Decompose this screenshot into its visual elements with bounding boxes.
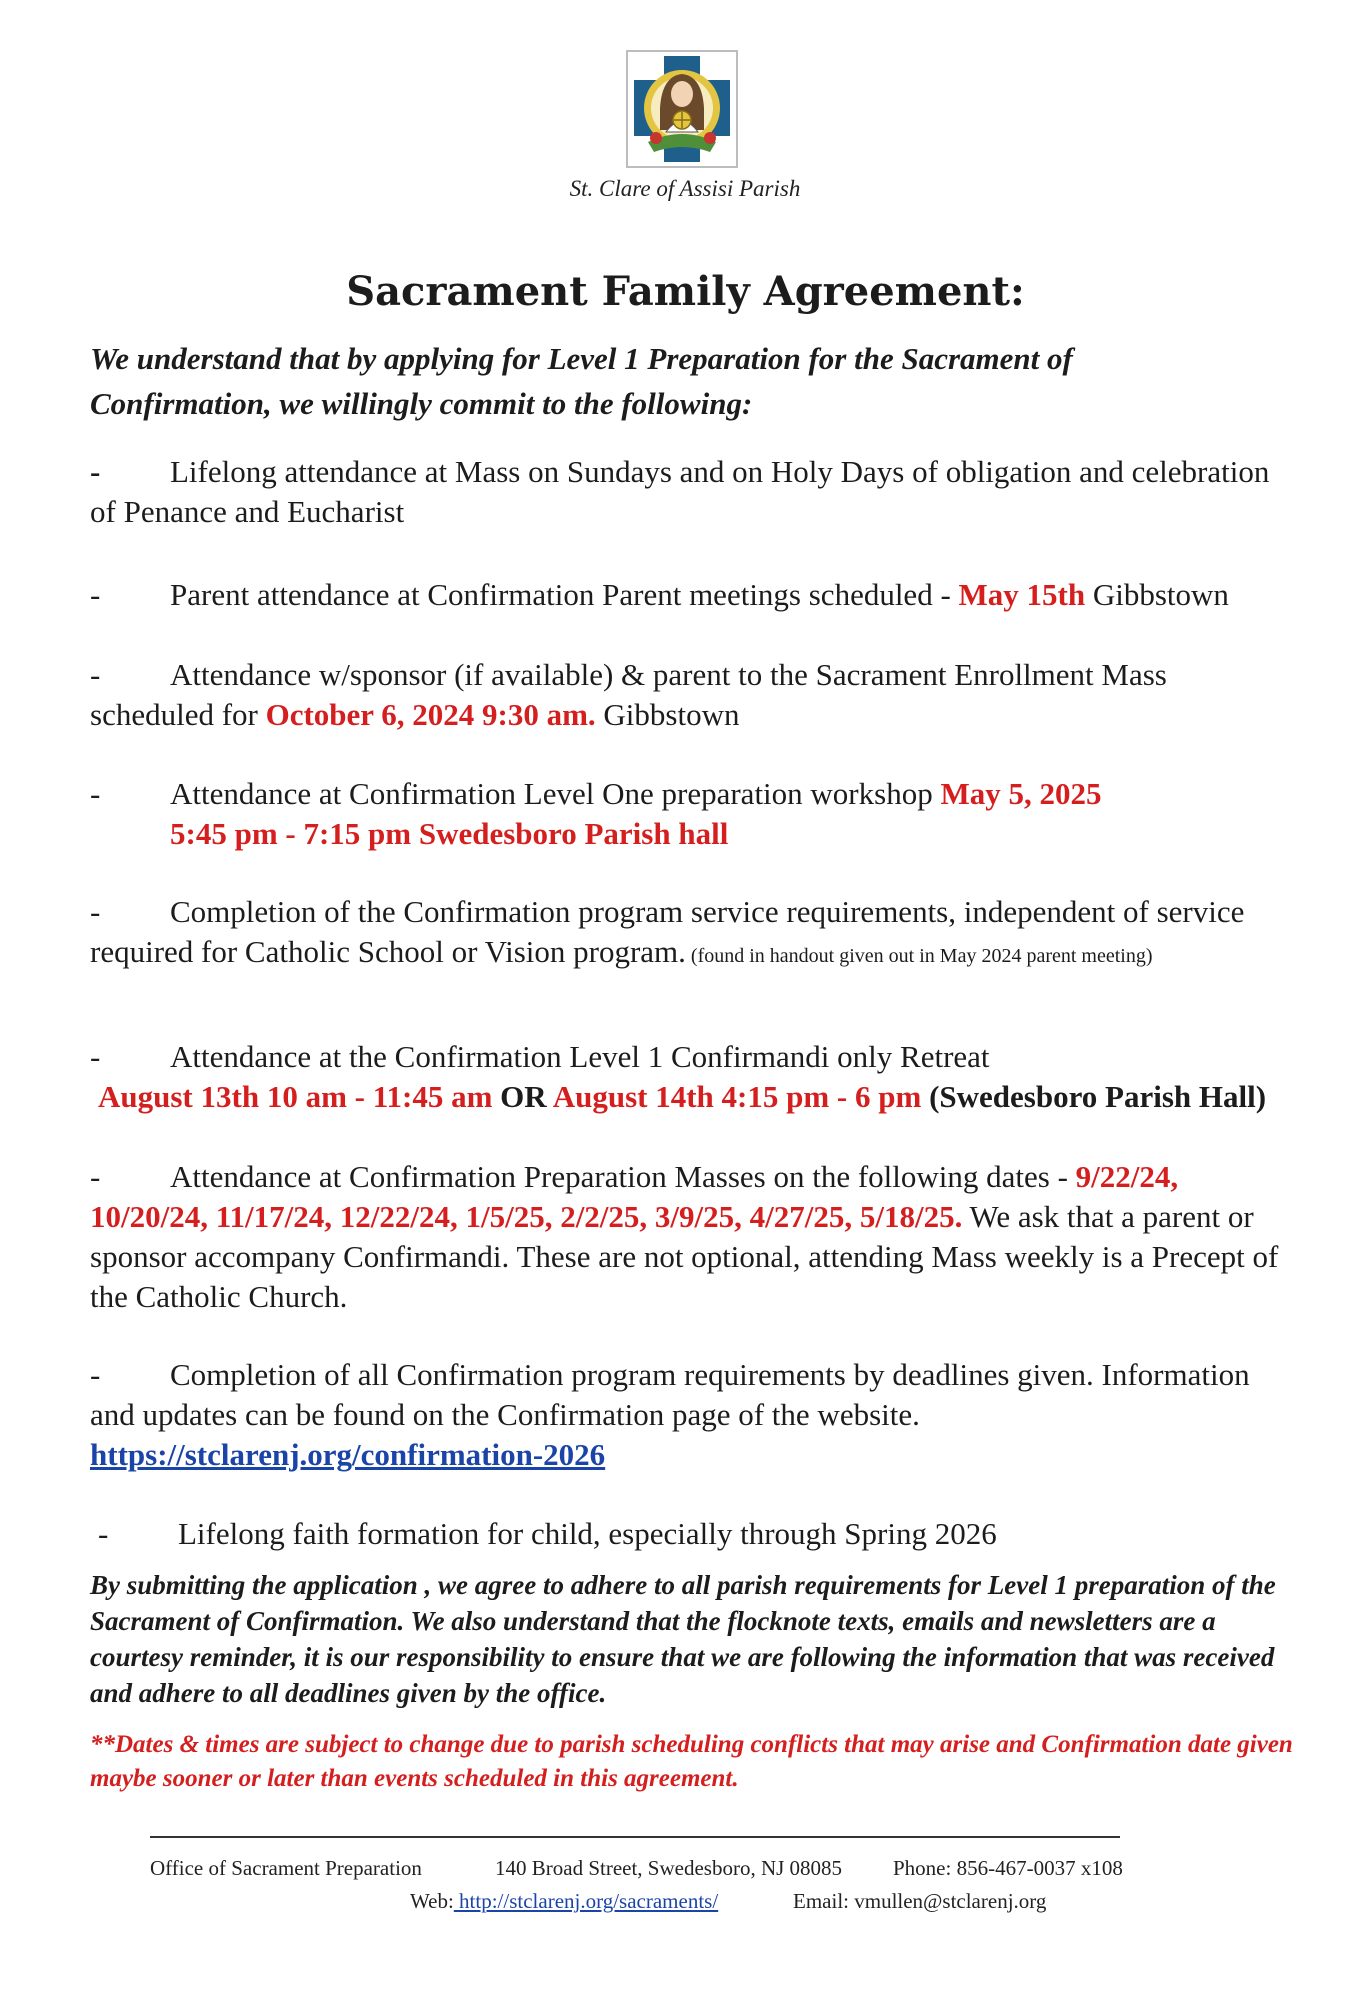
list-item [90, 655, 1290, 735]
enrollment-place: Gibbstown [595, 697, 740, 732]
parish-logo [626, 50, 738, 168]
footer-office: Office of Sacrament Preparation [150, 1856, 422, 1880]
page-title: Sacrament Family Agreement: [346, 268, 1025, 315]
parish-name: St. Clare of Assisi Parish [569, 176, 801, 201]
list-item [90, 452, 1290, 532]
list-item [90, 1355, 1290, 1475]
item-text: Attendance w/sponsor (if available) & parent to the Sacrament Enrollment Mass scheduled for [90, 657, 1167, 732]
item-text: Attendance at the Confirmation Level 1 Confirmandi only Retreat [170, 1039, 990, 1074]
workshop-time: 5:45 pm - 7:15 pm Swedesboro Parish hall [170, 816, 729, 851]
dash-bullet: - [90, 1357, 101, 1392]
workshop-date: May 5, 2025 [940, 776, 1102, 811]
item-text: Completion of the Confirmation program service requirements, independent of service required for Catholic School or Vision program. [90, 894, 1245, 969]
meeting-place: Gibbstown [1085, 577, 1229, 612]
item-text: Attendance at Confirmation Preparation Masses on the following dates - [170, 1159, 1076, 1194]
retreat-option-2: August 14th 4:15 pm - 6 pm [552, 1079, 922, 1114]
dash-bullet: - [90, 1159, 101, 1194]
item-text: Attendance at Confirmation Level One preparation workshop [170, 776, 941, 811]
list-item [90, 1157, 1290, 1317]
list-item [90, 575, 1290, 615]
dash-bullet: - [90, 1039, 101, 1074]
dash-bullet: - [90, 657, 101, 692]
dash-bullet: - [90, 894, 101, 929]
footer-web-label: Web: [410, 1889, 454, 1913]
dash-bullet: - [90, 577, 101, 612]
list-item [90, 774, 1290, 854]
dash-bullet: - [90, 776, 101, 811]
list-item [98, 1514, 1298, 1554]
handout-note: (found in handout given out in May 2024 parent meeting) [685, 945, 1153, 967]
meeting-date: May 15th [958, 577, 1086, 612]
item-text: Lifelong faith formation for child, especially through Spring 2026 [178, 1516, 997, 1551]
item-rest: We ask that a parent or sponsor accompany Confirmandi. These are not optional, attending Mass weekly is a Precept of the Catholic Church. [90, 1199, 1279, 1314]
footer-divider [150, 1836, 1120, 1838]
item-text: Lifelong attendance at Mass on Sundays and on Holy Days of obligation and celebration of Penance and Eucharist [90, 454, 1270, 529]
enrollment-date: October 6, 2024 9:30 am. [265, 697, 596, 732]
dash-bullet: - [98, 1516, 109, 1551]
retreat-option-1: August 13th 10 am - 11:45 am [98, 1079, 493, 1114]
list-item [90, 892, 1290, 976]
retreat-or: OR [492, 1079, 553, 1114]
footer-email: Email: vmullen@stclarenj.org [793, 1889, 1047, 1913]
closing-statement: By submitting the application , we agree to adhere to all parish requirements for Level 1 preparation of the Sacrament of Confirmation. We also understand that the flocknote texts, emails and newsletters are a courtesy reminder, it is our responsibility to ensure that we are following the information that was received and adhere to all deadlines given by the office. [90, 1570, 1276, 1708]
intro-statement: We understand that by applying for Level 1 Preparation for the Sacrament of Confirmation, we willingly commit to the following: [90, 341, 1073, 421]
list-item [90, 1037, 1290, 1117]
footer-phone: Phone: 856-467-0037 x108 [893, 1856, 1123, 1880]
retreat-place: (Swedesboro Parish Hall) [921, 1079, 1267, 1114]
confirmation-link[interactable]: https://stclarenj.org/confirmation-2026 [90, 1437, 606, 1472]
item-text: Parent attendance at Confirmation Parent meetings scheduled - [170, 577, 959, 612]
item-text: Completion of all Confirmation program requirements by deadlines given. Information and updates can be found on the Confirmation page of the website. [90, 1357, 1250, 1432]
footer-web-link[interactable]: http://stclarenj.org/sacraments/ [453, 1889, 719, 1913]
footer-web [410, 1889, 718, 1914]
mass-dates: 9/22/24, 10/20/24, 11/17/24, 12/22/24, 1/5/25, 2/2/25, 3/9/25, 4/27/25, 5/18/25. [90, 1159, 1179, 1234]
disclaimer-note: **Dates & times are subject to change due to parish scheduling conflicts that may arise and Confirmation date given maybe sooner or later than events scheduled in this agreement. [90, 1731, 1293, 1792]
footer-address: 140 Broad Street, Swedesboro, NJ 08085 [495, 1856, 843, 1880]
dash-bullet: - [90, 454, 101, 489]
